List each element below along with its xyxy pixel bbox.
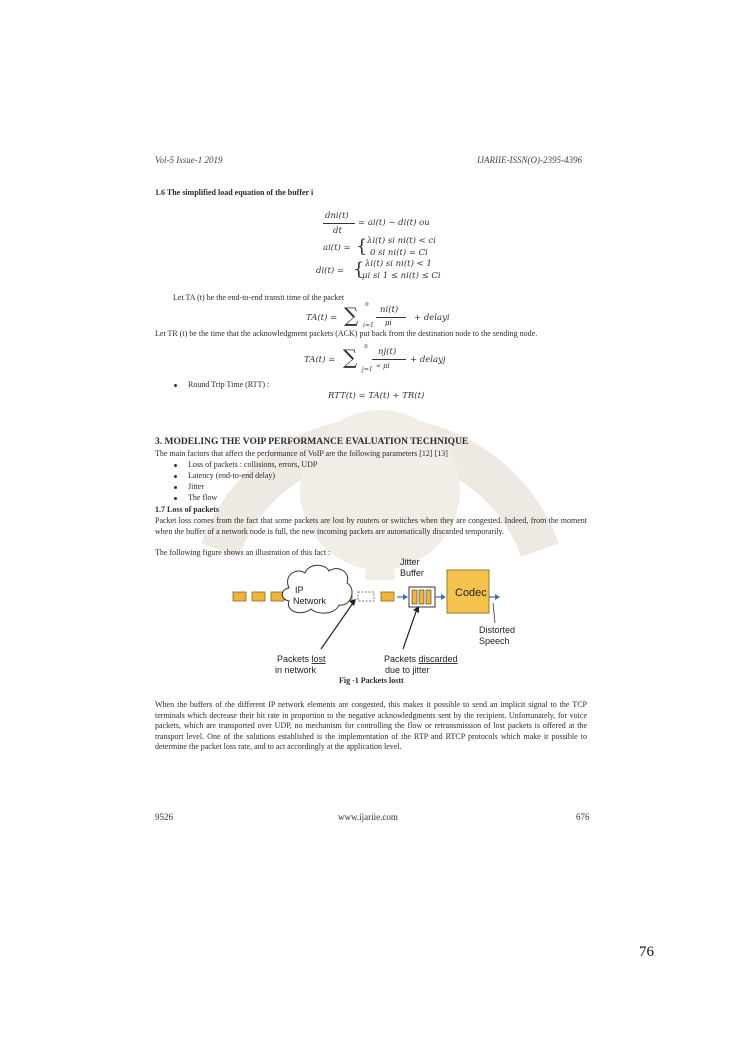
arrow-head [441, 594, 446, 600]
section3-intro: The main factors that affect the performance of VoIP are the following parameters [12] [13] [155, 449, 448, 458]
discard-caption-line1 [384, 654, 458, 664]
ta-sum-sign: ∑ [344, 303, 359, 327]
eq2-case1: λi(t) si ni(t) < ci [367, 236, 436, 246]
eq1-denominator: dt [333, 226, 342, 236]
codec-label: Codec [455, 587, 487, 599]
distorted-label: Distorted [479, 625, 516, 635]
section-heading-1-7: 1.7 Loss of packets [155, 505, 220, 514]
tr-sum-sign: ∑ [343, 345, 358, 369]
eq1-numerator: dni(t) [325, 211, 349, 221]
ta-sum-lower: i=1 [363, 322, 374, 329]
journal-volume: Vol-5 Issue-1 2019 [155, 155, 223, 165]
packet-block [381, 592, 394, 601]
section-heading-3: 3. MODELING THE VOIP PERFORMANCE EVALUATION TECHNIQUE [155, 437, 469, 447]
tr-fraction-bar [372, 359, 406, 360]
packet-loss-figure [225, 555, 545, 685]
packet-block [233, 592, 246, 601]
tr-sum-upper: n [364, 343, 368, 350]
lost-caption-line1 [277, 654, 326, 664]
bullet-dot [174, 464, 177, 467]
bullet-dot [174, 475, 177, 478]
rtt-label: Round Trip Time (RTT) : [188, 380, 270, 389]
eq3-case1: λi(t) si ni(t) < 1 [365, 259, 432, 269]
network-label: Network [293, 596, 327, 606]
rtt-bullet-dot [174, 384, 177, 387]
footer-website: www.ijariie.com [338, 812, 398, 822]
tr-denominator: ∝ μi [376, 362, 390, 370]
discard-caption-line2: due to jitter [385, 665, 430, 675]
closing-paragraph: When the buffers of the different IP network elements are congested, this makes it possible to send an implicit signal to the TCP terminals which decrease their bit rate in proportion to the negative acknowledgments sent by the recipient. Unfortunately, for voice packets, which are transported over UDP, no mechanism for controlling the flow or retransmission of lost packets is offered at the transport level. One of the solutions established is the implementation of the RTP and RTCP protocols which make it possible to determine the packet loss rate, and to act accordingly at the application level. [155, 700, 587, 751]
lost-caption-underlined: lost [311, 654, 326, 664]
bullet-dot [174, 497, 177, 500]
tr-tail: + delayj [410, 355, 446, 365]
packet-block [252, 592, 265, 601]
ta-intro: Let TA (t) be the end-to-end transit time of the packet [173, 293, 345, 302]
eq3-brace: { [353, 259, 365, 280]
ta-denominator: μi [385, 319, 392, 327]
ta-lhs: TA(t) = [306, 313, 338, 323]
buffer-slot [426, 590, 431, 604]
buffer-slot [419, 590, 424, 604]
discard-caption-prefix: Packets [384, 654, 419, 664]
factor-item: Jitter [188, 482, 204, 491]
section-heading-1-6: 1.6 The simplified load equation of the buffer i [155, 188, 314, 197]
eq2-lhs: ai(t) = [323, 243, 351, 253]
ta-sum-upper: n [365, 301, 369, 308]
factor-item: The flow [188, 493, 218, 502]
footer-page-id: 9526 [155, 812, 173, 822]
packet-loss-paragraph: Packet loss comes from the fact that some packets are lost by routers or switches when they are congested. Indeed, from the moment when the buffer of a network node is full, the new incoming packets are automatically discarded temporarily. [155, 516, 587, 536]
figure-intro: The following figure shows an illustration of this fact : [155, 548, 331, 557]
tr-lhs: TA(t) = [304, 355, 336, 365]
footer-page-number: 676 [576, 812, 590, 822]
lost-caption-prefix: Packets [277, 654, 312, 664]
eq1-fraction-bar [323, 223, 355, 224]
ip-label: IP [295, 585, 304, 595]
eq3-lhs: di(t) = [316, 266, 345, 276]
speech-label: Speech [479, 636, 510, 646]
eq3-case2: μi si 1 ≤ ni(t) ≤ Ci [362, 271, 441, 281]
tr-numerator: nj(t) [378, 347, 397, 357]
bullet-dot [174, 486, 177, 489]
buffer-slot [412, 590, 417, 604]
eq2-case2: 0 si ni(t) = Ci [370, 248, 428, 258]
discard-caption-underlined: discarded [418, 654, 458, 664]
journal-issn: IJARIIE-ISSN(O)-2395-4396 [477, 155, 582, 165]
page-number: 76 [639, 944, 654, 960]
tr-intro: Let TR (t) be the time that the acknowledgment packets (ACK) put back from the destination node to the sending node. [155, 329, 538, 338]
figure-caption-text: Fig -1 Packets lostt [339, 676, 404, 685]
factor-item: Loss of packets : collisions, errors, UDP [188, 460, 318, 469]
eq1-rhs: = ai(t) − di(t) ou [358, 218, 430, 228]
tr-sum-lower: j=1 [362, 366, 373, 373]
arrow-head [495, 594, 500, 600]
eq2-brace: { [356, 236, 368, 257]
figure-caption [339, 676, 404, 686]
discard-pointer-line [403, 609, 417, 649]
ta-fraction-bar [376, 317, 406, 318]
jitter-label: Jitter [400, 557, 420, 567]
factor-item: Latency (end-to-end delay) [188, 471, 276, 480]
ta-numerator: ni(t) [380, 305, 399, 315]
arrow-head [403, 594, 408, 600]
buffer-label: Buffer [400, 568, 424, 578]
lost-caption-line2: in network [275, 665, 317, 675]
pointer-line [493, 603, 495, 623]
ta-tail: + delayi [414, 313, 450, 323]
rtt-equation: RTT(t) = TA(t) + TR(t) [328, 391, 425, 401]
lost-packet-outline [358, 592, 374, 601]
